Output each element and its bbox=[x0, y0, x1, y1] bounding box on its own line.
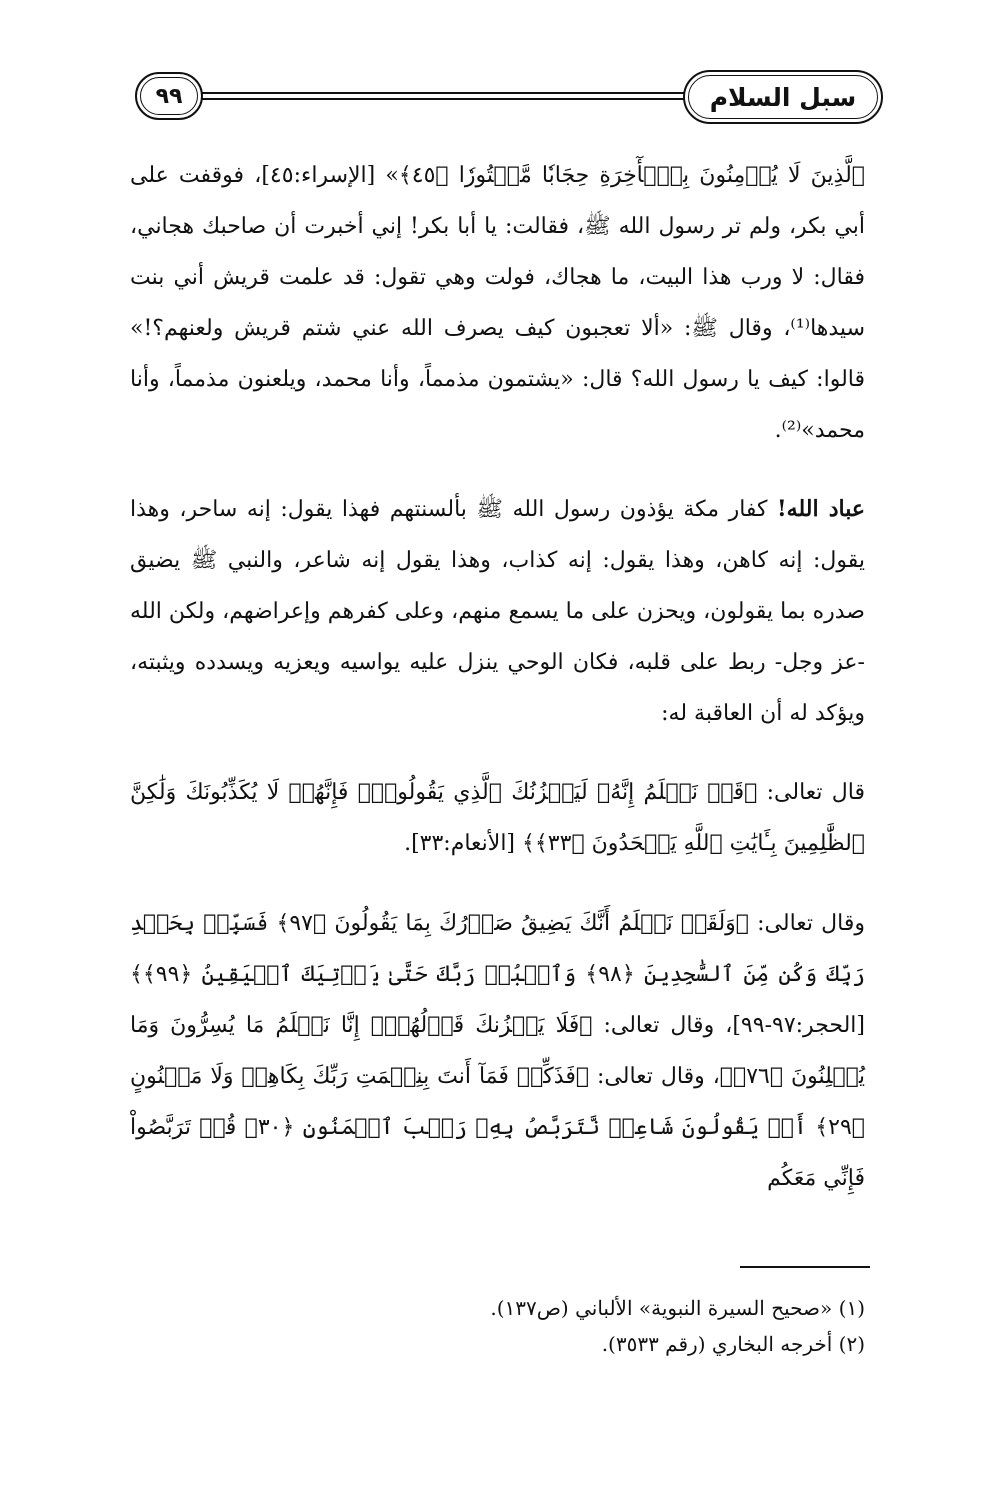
footnote-separator bbox=[740, 1266, 870, 1268]
page-number: ٩٩ bbox=[135, 72, 203, 120]
footnotes bbox=[130, 1290, 865, 1362]
paragraph-1: ٱلَّذِينَ لَا يُؤۡمِنُونَ بِٱلۡأٓخِرَةِ حِجَابٗا مَّسۡتُورٗا ﴿٤٥﴾» [الإسراء:٤٥]، فوقفت على أبي بكر، ولم تر رسول الله ﷺ، فقالت: يا أبا بكر! إني أخبرت أن صاحبك هجاني، فقال: لا ورب هذا البيت، ما هجاك، فولت وهي تقول: قد علمت قريش أني بنت سيدها⁽¹⁾، وقال ﷺ: «ألا تعجبون كيف يصرف الله عني شتم قريش ولعنهم؟!» قالوا: كيف يا رسول الله؟ قال: «يشتمون مذمماً، وأنا محمد، ويلعنون مذمماً، وأنا محمد»⁽²⁾. bbox=[130, 163, 865, 443]
paragraph-3-quran: قال تعالى: ﴿قَدۡ نَعۡلَمُ إِنَّهُۥ لَيَحۡزُنُكَ ٱلَّذِي يَقُولُونَۖ فَإِنَّهُمۡ لَا يُكَذِّبُونَكَ وَلَٰكِنَّ ٱلظَّٰلِمِينَ بِـَٔايَٰتِ ٱللَّهِ يَجۡحَدُونَ ﴿٣٣﴾﴾ [الأنعام:٣٣]. bbox=[130, 780, 865, 856]
footnote-2: (٢) أخرجه البخاري (رقم ٣٥٣٣). bbox=[601, 1332, 865, 1356]
header-rule-top bbox=[193, 92, 693, 94]
paragraph-2 bbox=[130, 484, 865, 739]
page-header bbox=[135, 68, 883, 130]
paragraph-4-quran: وقال تعالى: ﴿وَلَقَدۡ نَعۡلَمُ أَنَّكَ يَضِيقُ صَدۡرُكَ بِمَا يَقُولُونَ ﴿٩٧﴾ فَسَبِّحۡ بِحَمۡدِ رَبِّكَ وَكُن مِّنَ ٱلسَّٰجِدِينَ ﴿٩٨﴾ وَٱعۡبُدۡ رَبَّكَ حَتَّىٰ يَأۡتِيَكَ ٱلۡيَقِينُ ﴿٩٩﴾﴾ [الحجر:٩٧-٩٩]، وقال تعالى: ﴿فَلَا يَحۡزُنكَ قَوۡلُهُمۡۘ إِنَّا نَعۡلَمُ مَا يُسِرُّونَ وَمَا يُعۡلِنُونَ ﴿٧٦﴾﴾، وقال تعالى: ﴿فَذَكِّرۡ فَمَآ أَنتَ بِنِعۡمَتِ رَبِّكَ بِكَاهِنٖ وَلَا مَجۡنُونٍ ﴿٢٩﴾ أَمۡ يَقُولُونَ شَاعِرٞ نَّتَرَبَّصُ بِهِۦ رَيۡبَ ٱلۡمَنُونِ ﴿٣٠﴾ قُلۡ تَرَبَّصُواْ فَإِنِّي مَعَكُم bbox=[130, 911, 865, 1191]
header-rule-bottom bbox=[193, 98, 693, 100]
footnote-1: (١) «صحيح السيرة النبوية» الألباني (ص١٣٧). bbox=[490, 1296, 865, 1320]
paragraph-2-text: كفار مكة يؤذون رسول الله ﷺ بألسنتهم فهذا يقول: إنه ساحر، وهذا يقول: إنه كاهن، وهذا يقول: إنه كذاب، وهذا يقول إنه شاعر، والنبي ﷺ يضيق صدره بما يقولون، ويحزن على ما يسمع منهم، وعلى كفرهم وإعراضهم، ولكن الله -عز وجل- ربط على قلبه، فكان الوحي ينزل عليه يواسيه ويعزيه ويسدده ويثبته، ويؤكد له أن العاقبة له: bbox=[130, 497, 865, 726]
running-title: سبل السلام bbox=[683, 70, 883, 124]
paragraph-2-lead: عباد الله! bbox=[777, 496, 865, 522]
